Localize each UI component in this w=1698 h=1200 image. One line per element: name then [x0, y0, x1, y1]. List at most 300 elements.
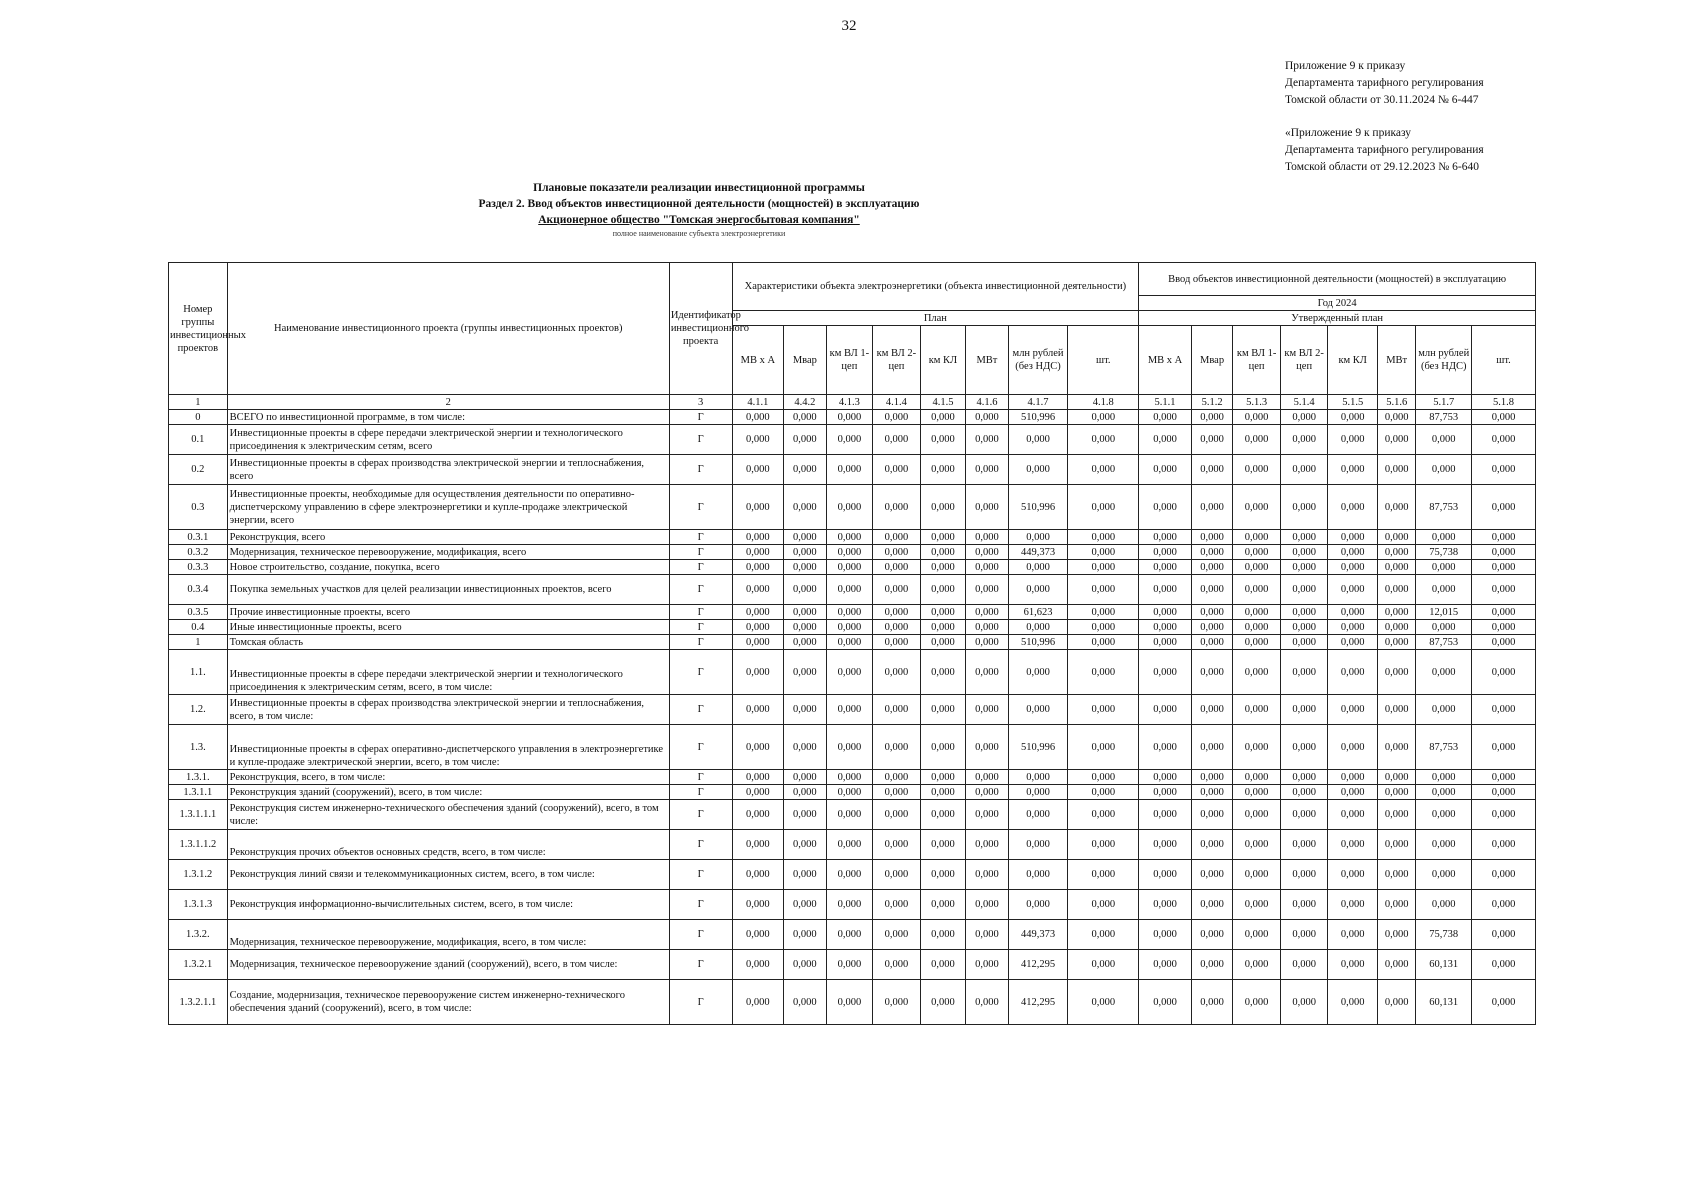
- row-number-cell: 0.4: [169, 620, 228, 635]
- column-number-cell: 4.4.2: [784, 395, 826, 410]
- unit-header-cell: МВ х А: [732, 326, 784, 395]
- value-cell: 0,000: [1191, 950, 1232, 980]
- value-cell: 0,000: [1280, 575, 1328, 605]
- value-cell: 0,000: [1191, 785, 1232, 800]
- value-cell: 0,000: [1233, 485, 1281, 530]
- value-cell: 0,000: [966, 605, 1008, 620]
- value-cell: 0,000: [1472, 695, 1536, 725]
- value-cell: 0,000: [1328, 725, 1378, 770]
- value-cell: 0,000: [1191, 455, 1232, 485]
- value-cell: 0,000: [966, 770, 1008, 785]
- value-cell: 0,000: [1191, 800, 1232, 830]
- value-cell: 0,000: [826, 455, 873, 485]
- value-cell: 0,000: [1191, 695, 1232, 725]
- value-cell: 0,000: [784, 695, 826, 725]
- value-cell: 0,000: [784, 860, 826, 890]
- value-cell: 0,000: [826, 785, 873, 800]
- unit-header-cell: шт.: [1068, 326, 1139, 395]
- unit-header-cell: км КЛ: [920, 326, 966, 395]
- unit-header-cell: МВ х А: [1139, 326, 1192, 395]
- document-titles: [168, 180, 1230, 239]
- value-cell: 0,000: [1280, 695, 1328, 725]
- appendix-line: Томской области от 30.11.2024 № 6-447: [1285, 94, 1479, 106]
- value-cell: 0,000: [1328, 605, 1378, 620]
- unit-header-cell: МВт: [1377, 326, 1415, 395]
- value-cell: 0,000: [1068, 785, 1139, 800]
- value-cell: 0,000: [826, 575, 873, 605]
- value-cell: 0,000: [1139, 575, 1192, 605]
- value-cell: 0,000: [873, 920, 921, 950]
- value-cell: 0,000: [1068, 800, 1139, 830]
- value-cell: 0,000: [1377, 620, 1415, 635]
- value-cell: 0,000: [732, 545, 784, 560]
- value-cell: 0,000: [1233, 950, 1281, 980]
- value-cell: 0,000: [920, 425, 966, 455]
- value-cell: 0,000: [1068, 695, 1139, 725]
- column-number-cell: 5.1.5: [1328, 395, 1378, 410]
- value-cell: 0,000: [966, 620, 1008, 635]
- value-cell: 0,000: [920, 560, 966, 575]
- value-cell: 0,000: [1377, 770, 1415, 785]
- value-cell: 0,000: [1377, 950, 1415, 980]
- value-cell: 0,000: [1328, 785, 1378, 800]
- value-cell: 0,000: [873, 980, 921, 1025]
- value-cell: 0,000: [920, 980, 966, 1025]
- identifier-cell: Г: [669, 950, 732, 980]
- project-name-cell: Новое строительство, создание, покупка, всего: [227, 560, 669, 575]
- document-title: Плановые показатели реализации инвестиционной программы: [533, 182, 865, 194]
- value-cell: 0,000: [1328, 830, 1378, 860]
- identifier-cell: Г: [669, 860, 732, 890]
- project-name-cell: Реконструкция, всего, в том числе:: [227, 770, 669, 785]
- value-cell: 0,000: [873, 485, 921, 530]
- row-number-cell: 1.3.: [169, 725, 228, 770]
- value-cell: 0,000: [1280, 725, 1328, 770]
- value-cell: 0,000: [1068, 860, 1139, 890]
- identifier-cell: Г: [669, 545, 732, 560]
- column-number-cell: 4.1.5: [920, 395, 966, 410]
- appendix-previous: [1285, 125, 1484, 176]
- value-cell: 0,000: [920, 650, 966, 695]
- value-cell: 0,000: [1280, 890, 1328, 920]
- project-name-cell: Реконструкция зданий (сооружений), всего, в том числе:: [227, 785, 669, 800]
- row-number-cell: 0.3.4: [169, 575, 228, 605]
- value-cell: 0,000: [826, 605, 873, 620]
- value-cell: 0,000: [784, 425, 826, 455]
- value-cell: 510,996: [1008, 725, 1068, 770]
- value-cell: 0,000: [1377, 545, 1415, 560]
- identifier-cell: Г: [669, 830, 732, 860]
- value-cell: 0,000: [1191, 560, 1232, 575]
- value-cell: 412,295: [1008, 950, 1068, 980]
- value-cell: 0,000: [1377, 860, 1415, 890]
- value-cell: 0,000: [873, 530, 921, 545]
- value-cell: 0,000: [1472, 410, 1536, 425]
- value-cell: 0,000: [1139, 890, 1192, 920]
- value-cell: 0,000: [1377, 530, 1415, 545]
- value-cell: 0,000: [1233, 725, 1281, 770]
- project-name-cell: Инвестиционные проекты в сферах производства электрической энергии и теплоснабжения, всего: [227, 455, 669, 485]
- column-number-row: [169, 395, 1536, 410]
- value-cell: 0,000: [966, 560, 1008, 575]
- project-name-cell: Модернизация, техническое перевооружение, модификация, всего, в том числе:: [227, 920, 669, 950]
- value-cell: 0,000: [1472, 545, 1536, 560]
- value-cell: 0,000: [1139, 860, 1192, 890]
- table-row: [169, 725, 1536, 770]
- value-cell: 75,738: [1416, 920, 1472, 950]
- value-cell: 0,000: [784, 950, 826, 980]
- value-cell: 0,000: [1377, 485, 1415, 530]
- value-cell: 0,000: [920, 950, 966, 980]
- value-cell: 0,000: [1328, 770, 1378, 785]
- value-cell: 0,000: [1233, 920, 1281, 950]
- value-cell: 0,000: [1191, 920, 1232, 950]
- value-cell: 0,000: [1191, 650, 1232, 695]
- row-number-cell: 1.2.: [169, 695, 228, 725]
- value-cell: 0,000: [1139, 695, 1192, 725]
- project-name-cell: Реконструкция прочих объектов основных средств, всего, в том числе:: [227, 830, 669, 860]
- project-name-cell: Инвестиционные проекты, необходимые для осуществления деятельности по оперативно-диспетчерскому управлению в сфере электроэнергетики и купле-продаже электрической энергии, всего: [227, 485, 669, 530]
- value-cell: 412,295: [1008, 980, 1068, 1025]
- value-cell: 0,000: [1416, 425, 1472, 455]
- value-cell: 0,000: [873, 545, 921, 560]
- value-cell: 0,000: [1328, 800, 1378, 830]
- row-number-cell: 0: [169, 410, 228, 425]
- identifier-cell: Г: [669, 785, 732, 800]
- value-cell: 0,000: [1416, 830, 1472, 860]
- table-row: [169, 485, 1536, 530]
- value-cell: 0,000: [1068, 635, 1139, 650]
- identifier-cell: Г: [669, 455, 732, 485]
- column-number-cell: 4.1.7: [1008, 395, 1068, 410]
- value-cell: 0,000: [1377, 800, 1415, 830]
- identifier-cell: Г: [669, 725, 732, 770]
- value-cell: 0,000: [1139, 410, 1192, 425]
- value-cell: 0,000: [1139, 770, 1192, 785]
- project-name-cell: Инвестиционные проекты в сфере передачи электрической энергии и технологического присоединения к электрическим сетям, всего: [227, 425, 669, 455]
- row-number-cell: 1: [169, 635, 228, 650]
- row-number-cell: 1.3.1.: [169, 770, 228, 785]
- header-project-name: Наименование инвестиционного проекта (группы инвестиционных проектов): [227, 263, 669, 395]
- value-cell: 0,000: [920, 800, 966, 830]
- value-cell: 0,000: [1233, 890, 1281, 920]
- value-cell: 0,000: [1008, 695, 1068, 725]
- row-number-cell: 1.3.1.1.2: [169, 830, 228, 860]
- value-cell: 0,000: [1139, 455, 1192, 485]
- value-cell: 0,000: [784, 770, 826, 785]
- row-number-cell: 0.3: [169, 485, 228, 530]
- value-cell: 0,000: [826, 635, 873, 650]
- value-cell: 0,000: [1191, 425, 1232, 455]
- value-cell: 0,000: [873, 725, 921, 770]
- row-number-cell: 0.3.1: [169, 530, 228, 545]
- value-cell: 0,000: [1068, 530, 1139, 545]
- value-cell: 0,000: [1328, 650, 1378, 695]
- value-cell: 0,000: [1416, 620, 1472, 635]
- column-number-cell: 5.1.3: [1233, 395, 1281, 410]
- value-cell: 0,000: [1328, 860, 1378, 890]
- project-name-cell: Реконструкция информационно-вычислительных систем, всего, в том числе:: [227, 890, 669, 920]
- value-cell: 0,000: [1233, 800, 1281, 830]
- value-cell: 0,000: [873, 425, 921, 455]
- value-cell: 0,000: [1008, 860, 1068, 890]
- value-cell: 0,000: [1068, 425, 1139, 455]
- appendix-current: [1285, 58, 1484, 109]
- value-cell: 0,000: [732, 560, 784, 575]
- value-cell: 0,000: [1280, 485, 1328, 530]
- value-cell: 0,000: [1472, 560, 1536, 575]
- value-cell: 0,000: [873, 620, 921, 635]
- value-cell: 0,000: [1139, 530, 1192, 545]
- value-cell: 0,000: [1068, 890, 1139, 920]
- value-cell: 87,753: [1416, 635, 1472, 650]
- value-cell: 0,000: [1139, 635, 1192, 650]
- value-cell: 0,000: [920, 830, 966, 860]
- value-cell: 0,000: [1328, 530, 1378, 545]
- value-cell: 0,000: [826, 725, 873, 770]
- value-cell: 0,000: [1416, 650, 1472, 695]
- value-cell: 0,000: [1191, 410, 1232, 425]
- row-number-cell: 1.3.1.1: [169, 785, 228, 800]
- value-cell: 0,000: [732, 725, 784, 770]
- unit-header-cell: шт.: [1472, 326, 1536, 395]
- column-number-cell: 5.1.8: [1472, 395, 1536, 410]
- value-cell: 0,000: [784, 410, 826, 425]
- value-cell: 0,000: [826, 620, 873, 635]
- value-cell: 0,000: [1377, 635, 1415, 650]
- header-characteristics: Характеристики объекта электроэнергетики (объекта инвестиционной деятельности): [732, 263, 1139, 311]
- value-cell: 0,000: [1472, 950, 1536, 980]
- value-cell: 0,000: [1328, 620, 1378, 635]
- value-cell: 0,000: [784, 785, 826, 800]
- table-body: [169, 410, 1536, 1025]
- table-row: [169, 635, 1536, 650]
- value-cell: 0,000: [784, 530, 826, 545]
- value-cell: 0,000: [732, 530, 784, 545]
- value-cell: 0,000: [732, 695, 784, 725]
- value-cell: 0,000: [826, 410, 873, 425]
- page-number: 32: [841, 18, 857, 34]
- value-cell: 0,000: [1328, 635, 1378, 650]
- table-row: [169, 950, 1536, 980]
- column-number-cell: 1: [169, 395, 228, 410]
- row-number-cell: 1.3.1.1.1: [169, 800, 228, 830]
- value-cell: 0,000: [1377, 920, 1415, 950]
- value-cell: 0,000: [966, 695, 1008, 725]
- value-cell: 0,000: [784, 830, 826, 860]
- value-cell: 0,000: [826, 950, 873, 980]
- value-cell: 0,000: [1139, 545, 1192, 560]
- value-cell: 0,000: [1280, 620, 1328, 635]
- value-cell: 0,000: [826, 425, 873, 455]
- header-identifier: Идентификатор инвестиционного проекта: [669, 263, 732, 395]
- column-number-cell: 4.1.4: [873, 395, 921, 410]
- value-cell: 0,000: [1377, 455, 1415, 485]
- table-row: [169, 530, 1536, 545]
- value-cell: 0,000: [1068, 545, 1139, 560]
- value-cell: 0,000: [1472, 530, 1536, 545]
- value-cell: 0,000: [732, 650, 784, 695]
- value-cell: 0,000: [1377, 890, 1415, 920]
- row-number-cell: 0.3.2: [169, 545, 228, 560]
- identifier-cell: Г: [669, 530, 732, 545]
- value-cell: 0,000: [732, 950, 784, 980]
- value-cell: 0,000: [1377, 575, 1415, 605]
- value-cell: 0,000: [1008, 830, 1068, 860]
- unit-header-cell: км ВЛ 2-цеп: [1280, 326, 1328, 395]
- table-row: [169, 620, 1536, 635]
- value-cell: 0,000: [1191, 980, 1232, 1025]
- value-cell: 0,000: [920, 635, 966, 650]
- value-cell: 0,000: [1191, 575, 1232, 605]
- row-number-cell: 1.3.1.2: [169, 860, 228, 890]
- header-approved-plan: Утвержденный план: [1139, 311, 1536, 326]
- value-cell: 61,623: [1008, 605, 1068, 620]
- value-cell: 0,000: [920, 890, 966, 920]
- unit-header-cell: км ВЛ 2-цеп: [873, 326, 921, 395]
- value-cell: 0,000: [873, 455, 921, 485]
- value-cell: 0,000: [1472, 980, 1536, 1025]
- unit-header-cell: Мвар: [1191, 326, 1232, 395]
- value-cell: 0,000: [1280, 650, 1328, 695]
- value-cell: 0,000: [1377, 560, 1415, 575]
- row-number-cell: 1.3.2.1: [169, 950, 228, 980]
- table-row: [169, 425, 1536, 455]
- value-cell: 0,000: [1377, 695, 1415, 725]
- value-cell: 0,000: [873, 650, 921, 695]
- identifier-cell: Г: [669, 770, 732, 785]
- value-cell: 60,131: [1416, 980, 1472, 1025]
- value-cell: 0,000: [873, 575, 921, 605]
- value-cell: 0,000: [1472, 605, 1536, 620]
- value-cell: 0,000: [784, 635, 826, 650]
- investment-table: [168, 262, 1536, 1025]
- appendix-line: Департамента тарифного регулирования: [1285, 77, 1484, 89]
- value-cell: 0,000: [1472, 920, 1536, 950]
- value-cell: 0,000: [732, 635, 784, 650]
- value-cell: 0,000: [1328, 920, 1378, 950]
- value-cell: 0,000: [732, 620, 784, 635]
- table-row: [169, 890, 1536, 920]
- value-cell: 0,000: [1008, 650, 1068, 695]
- value-cell: 0,000: [1472, 725, 1536, 770]
- identifier-cell: Г: [669, 410, 732, 425]
- value-cell: 0,000: [1416, 785, 1472, 800]
- value-cell: 0,000: [1280, 455, 1328, 485]
- value-cell: 0,000: [1139, 650, 1192, 695]
- value-cell: 0,000: [966, 575, 1008, 605]
- unit-header-cell: МВт: [966, 326, 1008, 395]
- value-cell: 0,000: [1008, 785, 1068, 800]
- table-row: [169, 575, 1536, 605]
- value-cell: 0,000: [826, 545, 873, 560]
- value-cell: 0,000: [784, 980, 826, 1025]
- table-row: [169, 545, 1536, 560]
- value-cell: 0,000: [826, 800, 873, 830]
- table-row: [169, 920, 1536, 950]
- value-cell: 0,000: [826, 980, 873, 1025]
- appendix-line: Приложение 9 к приказу: [1285, 60, 1406, 72]
- table-header: [169, 263, 1536, 410]
- table-row: [169, 560, 1536, 575]
- value-cell: 0,000: [1472, 770, 1536, 785]
- value-cell: 0,000: [1472, 785, 1536, 800]
- value-cell: 0,000: [1280, 545, 1328, 560]
- project-name-cell: Прочие инвестиционные проекты, всего: [227, 605, 669, 620]
- project-name-cell: Инвестиционные проекты в сферах производства электрической энергии и теплоснабжения, всего, в том числе:: [227, 695, 669, 725]
- value-cell: 0,000: [1472, 485, 1536, 530]
- value-cell: 0,000: [784, 605, 826, 620]
- value-cell: 0,000: [826, 530, 873, 545]
- identifier-cell: Г: [669, 485, 732, 530]
- value-cell: 0,000: [1280, 605, 1328, 620]
- value-cell: 0,000: [1280, 980, 1328, 1025]
- value-cell: 0,000: [920, 620, 966, 635]
- value-cell: 0,000: [826, 890, 873, 920]
- identifier-cell: Г: [669, 920, 732, 950]
- value-cell: 0,000: [1280, 560, 1328, 575]
- value-cell: 0,000: [1008, 890, 1068, 920]
- value-cell: 0,000: [1328, 425, 1378, 455]
- value-cell: 0,000: [1233, 455, 1281, 485]
- value-cell: 0,000: [966, 455, 1008, 485]
- value-cell: 0,000: [1068, 455, 1139, 485]
- value-cell: 0,000: [784, 620, 826, 635]
- value-cell: 0,000: [1068, 830, 1139, 860]
- value-cell: 0,000: [1328, 575, 1378, 605]
- value-cell: 75,738: [1416, 545, 1472, 560]
- table-row: [169, 650, 1536, 695]
- value-cell: 0,000: [1233, 635, 1281, 650]
- value-cell: 0,000: [873, 560, 921, 575]
- value-cell: 0,000: [1377, 785, 1415, 800]
- value-cell: 0,000: [1233, 530, 1281, 545]
- value-cell: 0,000: [1328, 560, 1378, 575]
- value-cell: 0,000: [1416, 890, 1472, 920]
- value-cell: 0,000: [1472, 830, 1536, 860]
- value-cell: 0,000: [873, 830, 921, 860]
- value-cell: 0,000: [732, 770, 784, 785]
- value-cell: 60,131: [1416, 950, 1472, 980]
- unit-header-cell: Мвар: [784, 326, 826, 395]
- value-cell: 0,000: [732, 575, 784, 605]
- value-cell: 0,000: [1377, 425, 1415, 455]
- project-name-cell: Создание, модернизация, техническое перевооружение систем инженерно-технического обеспечения зданий (сооружений), всего, в том числе:: [227, 980, 669, 1025]
- value-cell: 87,753: [1416, 485, 1472, 530]
- project-name-cell: Реконструкция, всего: [227, 530, 669, 545]
- unit-header-cell: км ВЛ 1-цеп: [826, 326, 873, 395]
- appendix-line: Томской области от 29.12.2023 № 6-640: [1285, 161, 1479, 173]
- identifier-cell: Г: [669, 425, 732, 455]
- value-cell: 0,000: [1416, 800, 1472, 830]
- value-cell: 0,000: [1139, 950, 1192, 980]
- row-number-cell: 1.3.2.: [169, 920, 228, 950]
- value-cell: 0,000: [1139, 980, 1192, 1025]
- value-cell: 0,000: [1191, 890, 1232, 920]
- project-name-cell: Томская область: [227, 635, 669, 650]
- column-number-cell: 4.1.6: [966, 395, 1008, 410]
- value-cell: 0,000: [784, 725, 826, 770]
- value-cell: 0,000: [920, 545, 966, 560]
- value-cell: 0,000: [826, 830, 873, 860]
- value-cell: 0,000: [966, 635, 1008, 650]
- header-year: Год 2024: [1139, 296, 1536, 311]
- value-cell: 0,000: [1233, 545, 1281, 560]
- value-cell: 0,000: [732, 455, 784, 485]
- value-cell: 0,000: [966, 530, 1008, 545]
- value-cell: 0,000: [966, 425, 1008, 455]
- value-cell: 0,000: [1416, 560, 1472, 575]
